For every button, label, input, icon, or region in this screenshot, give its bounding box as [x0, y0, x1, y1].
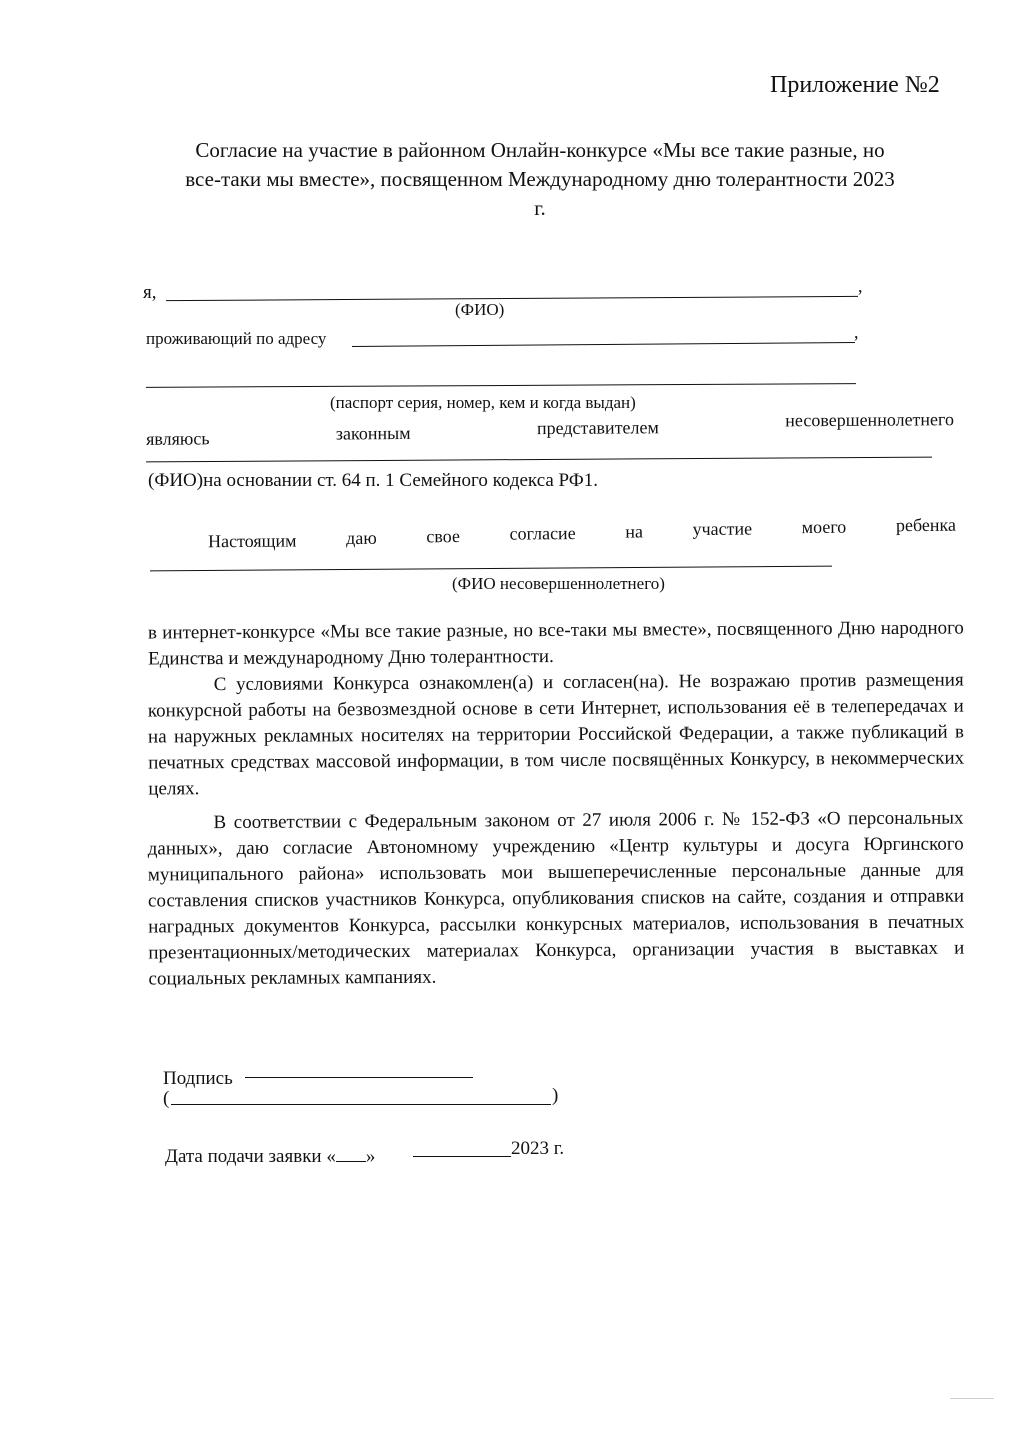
signature-name-line[interactable]	[171, 1104, 551, 1105]
paragraph-personal-data-text: В соответствии с Федеральным законом от 27 июля 2006 г. № 152-ФЗ «О персональных данных», даю согласие Автономному учреждению «Центр культуры и досуга Юргинского муниципального района» использовать мои вышеперечисленные персональные данные для составления списков участников Конкурса, опубликования списков на сайте, создания и отправки наградных документов Конкурса, рассылки конкурсных материалов, использования в печатных презентационных/методических материалах Конкурса, организации участия в выставках и социальных рекламных кампаниях.	[147, 807, 965, 990]
scan-mark	[950, 1398, 994, 1399]
consent-word: моего	[801, 516, 847, 538]
consent-word: свое	[426, 526, 461, 547]
rep-word: несовершеннолетнего	[785, 409, 955, 431]
address-label: проживающий по адресу	[146, 329, 327, 348]
consent-word: ребенка	[895, 514, 956, 536]
rep-word: являюсь	[145, 428, 210, 449]
paragraph-conditions	[148, 668, 965, 803]
basis-text: (ФИО)на основании ст. 64 п. 1 Семейного кодекса РФ1.	[148, 470, 599, 491]
address-line[interactable]	[352, 342, 855, 347]
child-fio-line[interactable]	[150, 566, 832, 572]
passport-caption: (паспорт серия, номер, кем и когда выдан)	[330, 393, 636, 412]
consent-word: Настоящим	[207, 530, 297, 552]
comma-2: ,	[854, 322, 859, 342]
date-label	[165, 1146, 375, 1168]
close-paren: )	[552, 1085, 559, 1106]
signature-line[interactable]	[245, 1077, 473, 1078]
fio-caption: (ФИО)	[455, 300, 505, 319]
month-line[interactable]	[413, 1156, 511, 1157]
paragraph-contest: в интернет-конкурсе «Мы все такие разные, но все-таки мы вместе», посвященного Дню народного Единства и международному Дню толерантности.	[147, 617, 964, 670]
comma-1: ,	[858, 276, 863, 296]
open-paren: (	[163, 1088, 170, 1109]
fio-line[interactable]	[166, 296, 858, 301]
minor-caption: (ФИО несовершеннолетнего)	[452, 574, 665, 593]
consent-row	[208, 515, 956, 553]
passport-line[interactable]	[146, 383, 856, 388]
consent-word: даю	[346, 527, 377, 549]
consent-word: согласие	[509, 523, 576, 544]
document-title: Согласие на участие в районном Онлайн-конкурсе «Мы все такие разные, но все-таки мы вместе», посвященном Международному дню толерантности 2023 г.	[185, 138, 895, 220]
annex-label: Приложение №2	[770, 72, 940, 98]
consent-word: участие	[692, 518, 753, 540]
representative-row	[146, 409, 954, 450]
rep-word: законным	[335, 422, 411, 444]
rep-word: представителем	[536, 417, 659, 439]
consent-word: на	[625, 521, 643, 542]
day-blank[interactable]	[336, 1161, 366, 1162]
date-year: 2023 г.	[511, 1138, 565, 1159]
i-label: я,	[143, 282, 157, 303]
paragraph-conditions-text: С условиями Конкурса ознакомлен(а) и согласен(на). Не возражаю против размещения конкурсной работы на безвозмездной основе в сети Интернет, использования её в телепередачах и на наружных рекламных носителях на территории Российской Федерации, а также публикаций в печатных средствах массовой информации, в том числе посвящённых Конкурсу, в некоммерческих целях.	[147, 669, 965, 800]
minor-fio-line[interactable]	[146, 457, 932, 463]
date-prefix: Дата подачи заявки «	[165, 1146, 336, 1167]
paragraph-personal-data	[147, 806, 964, 993]
signature-label: Подпись	[163, 1068, 233, 1089]
date-quote-close: »	[365, 1146, 376, 1167]
